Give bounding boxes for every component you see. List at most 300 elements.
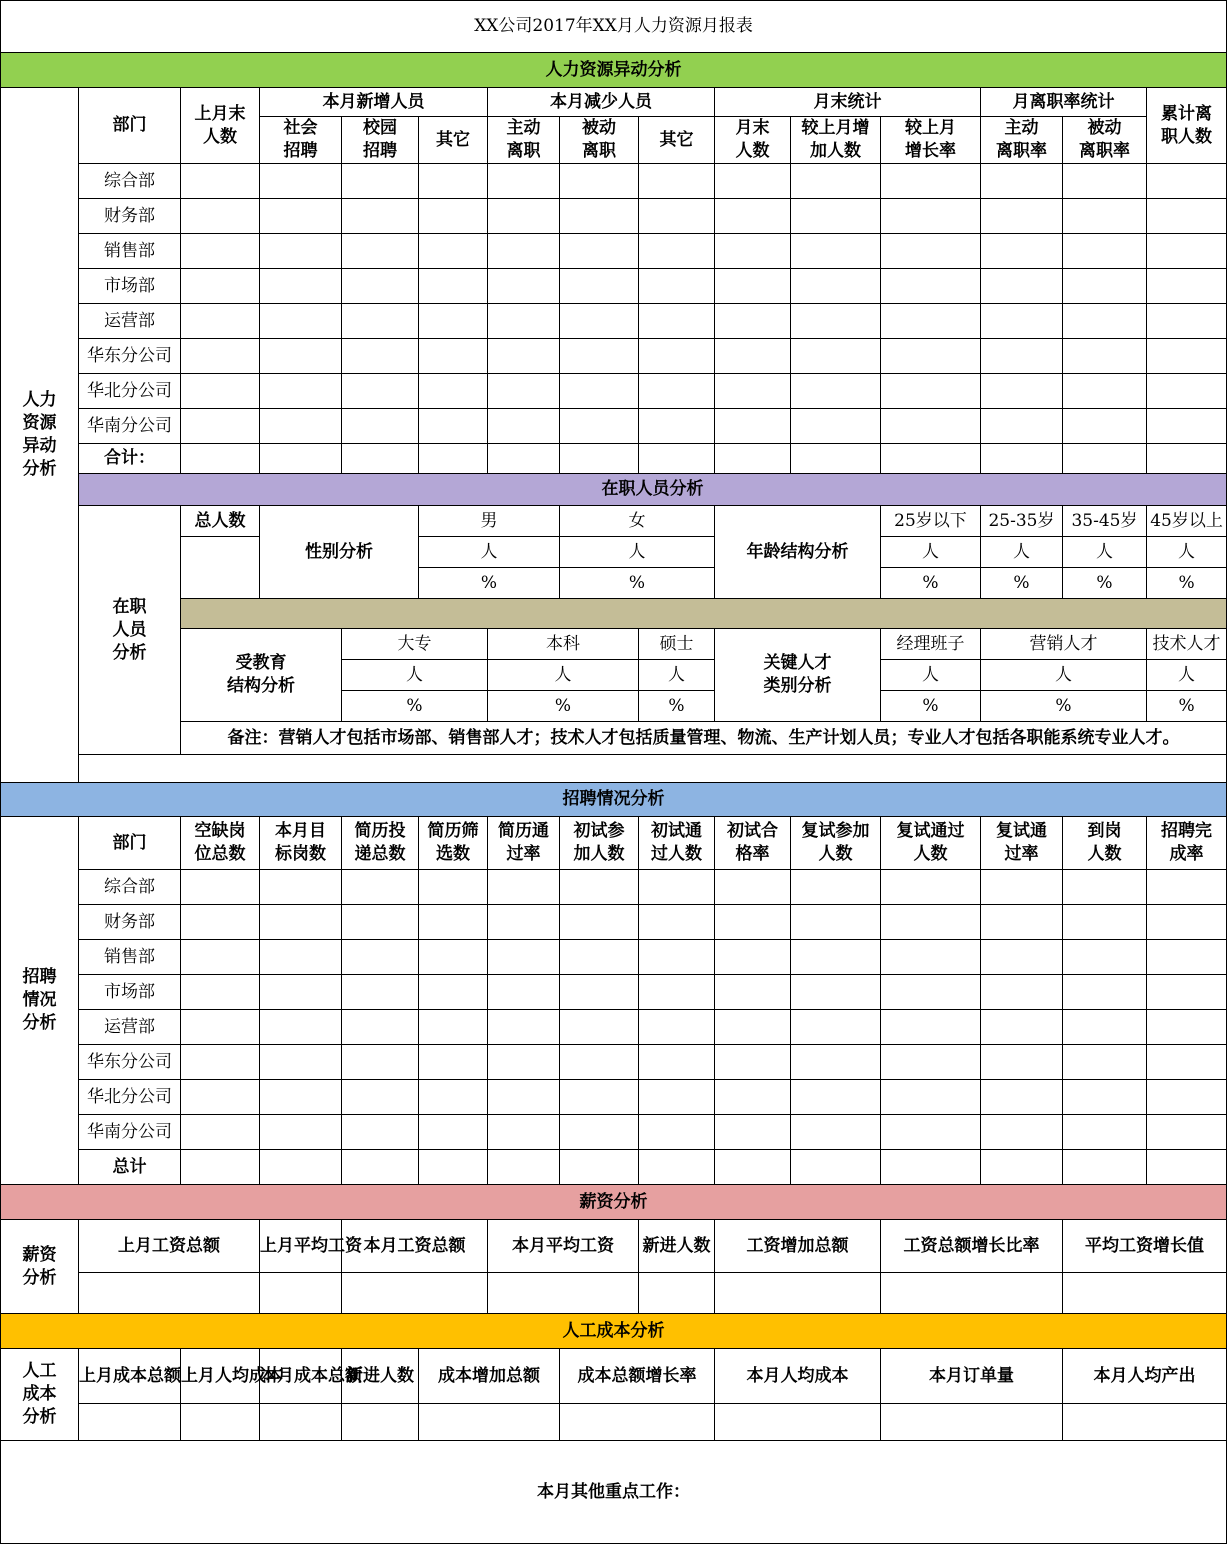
data-entry-cell[interactable] — [488, 269, 560, 304]
data-entry-cell[interactable] — [715, 374, 791, 409]
edu-count[interactable]: 人 — [639, 660, 715, 691]
col-header-new-2 — [419, 117, 488, 164]
data-entry-cell[interactable] — [260, 1080, 342, 1115]
data-entry-cell[interactable] — [715, 1045, 791, 1080]
recruit-col-header — [881, 817, 981, 870]
data-entry-cell[interactable] — [560, 164, 639, 199]
data-entry-cell[interactable] — [639, 374, 715, 409]
data-entry-cell[interactable] — [715, 199, 791, 234]
data-entry-cell[interactable] — [981, 164, 1063, 199]
data-entry-cell[interactable] — [342, 1404, 419, 1441]
data-entry-cell[interactable] — [488, 164, 560, 199]
data-entry-cell[interactable] — [881, 905, 981, 940]
data-entry-cell[interactable] — [419, 199, 488, 234]
data-entry-cell[interactable] — [981, 339, 1063, 374]
data-entry-cell[interactable] — [881, 870, 981, 905]
data-entry-cell[interactable] — [181, 940, 260, 975]
data-entry-cell[interactable] — [1063, 1010, 1147, 1045]
data-entry-cell[interactable] — [342, 975, 419, 1010]
data-entry-cell[interactable] — [181, 975, 260, 1010]
data-entry-cell[interactable] — [881, 304, 981, 339]
data-entry-cell[interactable] — [1147, 975, 1227, 1010]
data-entry-cell[interactable] — [342, 870, 419, 905]
data-entry-cell[interactable] — [560, 870, 639, 905]
data-entry-cell[interactable] — [181, 1404, 260, 1441]
data-entry-cell[interactable] — [715, 164, 791, 199]
data-entry-cell[interactable] — [560, 269, 639, 304]
data-entry-cell[interactable] — [1063, 1045, 1147, 1080]
data-entry-cell[interactable] — [181, 374, 260, 409]
data-entry-cell[interactable] — [639, 975, 715, 1010]
edu-level-label: 硕士 — [639, 629, 715, 660]
data-entry-cell[interactable] — [881, 1080, 981, 1115]
data-entry-cell[interactable] — [560, 1404, 715, 1441]
data-entry-cell[interactable] — [1063, 1273, 1227, 1314]
data-entry-cell[interactable] — [342, 1150, 419, 1185]
data-entry-cell[interactable] — [1063, 905, 1147, 940]
data-entry-cell[interactable] — [791, 870, 881, 905]
data-entry-cell[interactable] — [181, 199, 260, 234]
data-entry-cell[interactable] — [181, 444, 260, 474]
edu-percent[interactable]: % — [342, 691, 488, 722]
data-entry-cell[interactable] — [715, 1010, 791, 1045]
data-entry-cell[interactable] — [715, 1115, 791, 1150]
data-entry-cell[interactable] — [560, 409, 639, 444]
data-entry-cell[interactable] — [419, 905, 488, 940]
data-entry-cell[interactable] — [1147, 870, 1227, 905]
data-entry-cell[interactable] — [419, 409, 488, 444]
data-entry-cell[interactable] — [488, 975, 560, 1010]
data-entry-cell[interactable] — [342, 1273, 488, 1314]
data-entry-cell[interactable] — [981, 1010, 1063, 1045]
data-entry-cell[interactable] — [181, 870, 260, 905]
data-entry-cell[interactable] — [342, 339, 419, 374]
data-entry-cell[interactable] — [881, 269, 981, 304]
data-entry-cell[interactable] — [560, 1010, 639, 1045]
data-entry-cell[interactable] — [1063, 1080, 1147, 1115]
data-entry-cell[interactable] — [791, 409, 881, 444]
data-entry-cell[interactable] — [419, 269, 488, 304]
data-entry-cell[interactable] — [981, 374, 1063, 409]
col-header-cumulative — [1147, 88, 1227, 164]
data-entry-cell[interactable] — [881, 409, 981, 444]
data-entry-cell[interactable] — [560, 940, 639, 975]
data-entry-cell[interactable] — [981, 409, 1063, 444]
data-entry-cell[interactable] — [791, 269, 881, 304]
age-percent[interactable]: % — [1147, 568, 1227, 599]
data-entry-cell[interactable] — [260, 905, 342, 940]
age-count[interactable]: 人 — [1063, 537, 1147, 568]
side-label-salary — [1, 1220, 79, 1314]
data-entry-cell[interactable] — [342, 905, 419, 940]
data-entry-cell[interactable] — [419, 1150, 488, 1185]
data-entry-cell[interactable] — [342, 1010, 419, 1045]
data-entry-cell[interactable] — [639, 1150, 715, 1185]
data-entry-cell[interactable] — [639, 234, 715, 269]
data-entry-cell[interactable] — [881, 234, 981, 269]
data-entry-cell[interactable] — [881, 1273, 1063, 1314]
data-entry-cell[interactable] — [560, 975, 639, 1010]
data-entry-cell[interactable] — [181, 409, 260, 444]
data-entry-cell[interactable] — [181, 339, 260, 374]
data-entry-cell[interactable] — [639, 940, 715, 975]
data-entry-cell[interactable] — [260, 199, 342, 234]
data-entry-cell[interactable] — [791, 164, 881, 199]
data-entry-cell[interactable] — [791, 1115, 881, 1150]
data-entry-cell[interactable] — [791, 940, 881, 975]
data-entry-cell[interactable] — [639, 905, 715, 940]
talent-count[interactable]: 人 — [981, 660, 1147, 691]
data-entry-cell[interactable] — [260, 870, 342, 905]
data-entry-cell[interactable] — [1147, 164, 1227, 199]
data-entry-cell[interactable] — [419, 304, 488, 339]
edu-count[interactable]: 人 — [488, 660, 639, 691]
data-entry-cell[interactable] — [560, 1150, 639, 1185]
data-entry-cell[interactable] — [488, 339, 560, 374]
data-entry-cell[interactable] — [639, 339, 715, 374]
data-entry-cell[interactable] — [560, 199, 639, 234]
data-entry-cell[interactable] — [1147, 374, 1227, 409]
data-entry-cell[interactable] — [1147, 269, 1227, 304]
data-entry-cell[interactable] — [488, 1080, 560, 1115]
data-entry-cell[interactable] — [881, 1115, 981, 1150]
data-entry-cell[interactable] — [419, 975, 488, 1010]
data-entry-cell[interactable] — [639, 870, 715, 905]
data-entry-cell[interactable] — [791, 1080, 881, 1115]
data-entry-cell[interactable] — [1147, 1045, 1227, 1080]
data-entry-cell[interactable] — [419, 374, 488, 409]
data-entry-cell[interactable] — [981, 1080, 1063, 1115]
data-entry-cell[interactable] — [560, 1080, 639, 1115]
education-analysis-label-line-1: 受教育 — [235, 653, 287, 673]
age-count[interactable]: 人 — [981, 537, 1063, 568]
data-entry-cell[interactable] — [260, 940, 342, 975]
age-percent[interactable]: % — [881, 568, 981, 599]
data-entry-cell[interactable] — [1147, 1010, 1227, 1045]
data-entry-cell[interactable] — [715, 304, 791, 339]
data-entry-cell[interactable] — [181, 1115, 260, 1150]
data-entry-cell[interactable] — [791, 975, 881, 1010]
col-header-last-month-line-1: 上月末 — [194, 103, 246, 124]
data-entry-cell[interactable] — [488, 1150, 560, 1185]
data-entry-cell[interactable] — [488, 374, 560, 409]
data-entry-cell[interactable] — [260, 1115, 342, 1150]
data-entry-cell[interactable] — [260, 1010, 342, 1045]
data-entry-cell[interactable] — [560, 1115, 639, 1150]
data-entry-cell[interactable] — [260, 374, 342, 409]
data-entry-cell[interactable] — [981, 1045, 1063, 1080]
data-entry-cell[interactable] — [260, 1150, 342, 1185]
data-entry-cell[interactable] — [181, 1010, 260, 1045]
total-people-value[interactable] — [181, 537, 260, 599]
data-entry-cell[interactable] — [1063, 339, 1147, 374]
data-entry-cell[interactable] — [1063, 444, 1147, 474]
data-entry-cell[interactable] — [981, 870, 1063, 905]
data-entry-cell[interactable] — [260, 164, 342, 199]
data-entry-cell[interactable] — [639, 444, 715, 474]
data-entry-cell[interactable] — [419, 234, 488, 269]
data-entry-cell[interactable] — [1147, 1080, 1227, 1115]
data-entry-cell[interactable] — [791, 339, 881, 374]
data-entry-cell[interactable] — [342, 164, 419, 199]
data-entry-cell[interactable] — [342, 374, 419, 409]
data-entry-cell[interactable] — [1063, 304, 1147, 339]
data-entry-cell[interactable] — [639, 1010, 715, 1045]
edu-percent[interactable]: % — [639, 691, 715, 722]
data-entry-cell[interactable] — [260, 304, 342, 339]
data-entry-cell[interactable] — [1063, 975, 1147, 1010]
data-entry-cell[interactable] — [488, 1115, 560, 1150]
data-entry-cell[interactable] — [791, 374, 881, 409]
data-entry-cell[interactable] — [881, 374, 981, 409]
data-entry-cell[interactable] — [342, 199, 419, 234]
data-entry-cell[interactable] — [715, 234, 791, 269]
data-entry-cell[interactable] — [639, 269, 715, 304]
data-entry-cell[interactable] — [181, 1080, 260, 1115]
data-entry-cell[interactable] — [715, 1080, 791, 1115]
data-entry-cell[interactable] — [981, 269, 1063, 304]
data-entry-cell[interactable] — [342, 234, 419, 269]
data-entry-cell[interactable] — [881, 339, 981, 374]
data-entry-cell[interactable] — [181, 164, 260, 199]
data-entry-cell[interactable] — [1147, 1150, 1227, 1185]
data-entry-cell[interactable] — [981, 304, 1063, 339]
data-entry-cell[interactable] — [1147, 199, 1227, 234]
data-entry-cell[interactable] — [639, 409, 715, 444]
data-entry-cell[interactable] — [981, 975, 1063, 1010]
data-entry-cell[interactable] — [1063, 870, 1147, 905]
data-entry-cell[interactable] — [260, 1273, 342, 1314]
data-entry-cell[interactable] — [342, 1115, 419, 1150]
data-entry-cell[interactable] — [260, 1404, 342, 1441]
data-entry-cell[interactable] — [1147, 1115, 1227, 1150]
data-entry-cell[interactable] — [715, 444, 791, 474]
data-entry-cell[interactable] — [1063, 1150, 1147, 1185]
education-analysis-label — [181, 629, 342, 722]
data-entry-cell[interactable] — [260, 269, 342, 304]
edu-percent[interactable]: % — [488, 691, 639, 722]
data-entry-cell[interactable] — [419, 1045, 488, 1080]
data-entry-cell[interactable] — [639, 1273, 715, 1314]
data-entry-cell[interactable] — [981, 1150, 1063, 1185]
data-entry-cell[interactable] — [488, 234, 560, 269]
data-entry-cell[interactable] — [1147, 234, 1227, 269]
data-entry-cell[interactable] — [791, 905, 881, 940]
data-entry-cell[interactable] — [1063, 940, 1147, 975]
data-entry-cell[interactable] — [1063, 374, 1147, 409]
data-entry-cell[interactable] — [715, 409, 791, 444]
data-entry-cell[interactable] — [1063, 164, 1147, 199]
data-entry-cell[interactable] — [715, 269, 791, 304]
data-entry-cell[interactable] — [181, 304, 260, 339]
data-entry-cell[interactable] — [981, 199, 1063, 234]
data-entry-cell[interactable] — [1147, 905, 1227, 940]
data-entry-cell[interactable] — [715, 1150, 791, 1185]
data-entry-cell[interactable] — [488, 304, 560, 339]
data-entry-cell[interactable] — [981, 234, 1063, 269]
data-entry-cell[interactable] — [881, 940, 981, 975]
female-count[interactable]: 人 — [560, 537, 715, 568]
data-entry-cell[interactable] — [881, 164, 981, 199]
other-work-field[interactable]: 本月其他重点工作： — [1, 1441, 1227, 1544]
talent-percent[interactable]: % — [881, 691, 981, 722]
data-entry-cell[interactable] — [419, 940, 488, 975]
data-entry-cell[interactable] — [181, 1150, 260, 1185]
data-entry-cell[interactable] — [791, 1045, 881, 1080]
data-entry-cell[interactable] — [560, 905, 639, 940]
data-entry-cell[interactable] — [1147, 304, 1227, 339]
data-entry-cell[interactable] — [715, 339, 791, 374]
dept-row-label: 运营部 — [79, 1010, 181, 1045]
data-entry-cell[interactable] — [488, 1273, 639, 1314]
data-entry-cell[interactable] — [181, 234, 260, 269]
data-entry-cell[interactable] — [1147, 444, 1227, 474]
data-entry-cell[interactable] — [639, 199, 715, 234]
data-entry-cell[interactable] — [1063, 1404, 1227, 1441]
data-entry-cell[interactable] — [881, 1404, 1063, 1441]
data-entry-cell[interactable] — [488, 940, 560, 975]
data-entry-cell[interactable] — [419, 1115, 488, 1150]
data-entry-cell[interactable] — [791, 304, 881, 339]
talent-count[interactable]: 人 — [881, 660, 981, 691]
data-entry-cell[interactable] — [560, 444, 639, 474]
data-entry-cell[interactable] — [715, 870, 791, 905]
data-entry-cell[interactable] — [488, 444, 560, 474]
data-entry-cell[interactable] — [79, 1404, 181, 1441]
age-bracket-label: 25-35岁 — [981, 506, 1063, 537]
side-label-recruit-text: 招聘情况分析 — [22, 967, 57, 1033]
data-entry-cell[interactable] — [981, 444, 1063, 474]
data-entry-cell[interactable] — [1063, 199, 1147, 234]
data-entry-cell[interactable] — [260, 1045, 342, 1080]
data-entry-cell[interactable] — [1147, 339, 1227, 374]
dept-row-label: 运营部 — [79, 304, 181, 339]
data-entry-cell[interactable] — [560, 1045, 639, 1080]
data-entry-cell[interactable] — [981, 905, 1063, 940]
age-percent[interactable]: % — [1063, 568, 1147, 599]
data-entry-cell[interactable] — [181, 905, 260, 940]
data-entry-cell[interactable] — [791, 1150, 881, 1185]
age-count[interactable]: 人 — [881, 537, 981, 568]
data-entry-cell[interactable] — [342, 444, 419, 474]
data-entry-cell[interactable] — [881, 1010, 981, 1045]
data-entry-cell[interactable] — [639, 164, 715, 199]
data-entry-cell[interactable] — [260, 234, 342, 269]
data-entry-cell[interactable] — [260, 444, 342, 474]
data-entry-cell[interactable] — [715, 1404, 881, 1441]
data-entry-cell[interactable] — [639, 1080, 715, 1115]
col-header-less-0-line-1: 主动 — [506, 118, 541, 138]
data-entry-cell[interactable] — [881, 975, 981, 1010]
data-entry-cell[interactable] — [1147, 409, 1227, 444]
dept-row-label: 综合部 — [79, 870, 181, 905]
data-entry-cell[interactable] — [342, 304, 419, 339]
data-entry-cell[interactable] — [419, 870, 488, 905]
data-entry-cell[interactable] — [881, 199, 981, 234]
data-entry-cell[interactable] — [488, 1010, 560, 1045]
col-header-less-0-line-2: 离职 — [506, 141, 541, 161]
data-entry-cell[interactable] — [791, 234, 881, 269]
data-entry-cell[interactable] — [419, 164, 488, 199]
data-entry-cell[interactable] — [715, 975, 791, 1010]
data-entry-cell[interactable] — [419, 339, 488, 374]
data-entry-cell[interactable] — [342, 940, 419, 975]
talent-type-label: 经理班子 — [881, 629, 981, 660]
data-entry-cell[interactable] — [1063, 234, 1147, 269]
cost-col-header: 本月人均产出 — [1063, 1349, 1227, 1404]
data-entry-cell[interactable] — [560, 374, 639, 409]
data-entry-cell[interactable] — [1147, 940, 1227, 975]
data-entry-cell[interactable] — [715, 940, 791, 975]
data-entry-cell[interactable] — [560, 234, 639, 269]
data-entry-cell[interactable] — [791, 444, 881, 474]
data-entry-cell[interactable] — [981, 1115, 1063, 1150]
data-entry-cell[interactable] — [1063, 409, 1147, 444]
data-entry-cell[interactable] — [488, 199, 560, 234]
female-percent[interactable]: % — [560, 568, 715, 599]
data-entry-cell[interactable] — [342, 1045, 419, 1080]
data-entry-cell[interactable] — [260, 339, 342, 374]
male-percent[interactable]: % — [419, 568, 560, 599]
data-entry-cell[interactable] — [715, 1273, 881, 1314]
data-entry-cell[interactable] — [488, 1045, 560, 1080]
data-entry-cell[interactable] — [260, 975, 342, 1010]
data-entry-cell[interactable] — [488, 409, 560, 444]
data-entry-cell[interactable] — [79, 1273, 260, 1314]
male-count[interactable]: 人 — [419, 537, 560, 568]
data-entry-cell[interactable] — [419, 1080, 488, 1115]
education-analysis-label-line-2: 结构分析 — [227, 676, 295, 696]
data-entry-cell[interactable] — [639, 304, 715, 339]
data-entry-cell[interactable] — [342, 269, 419, 304]
data-entry-cell[interactable] — [791, 1010, 881, 1045]
data-entry-cell[interactable] — [488, 870, 560, 905]
data-entry-cell[interactable] — [560, 339, 639, 374]
data-entry-cell[interactable] — [260, 409, 342, 444]
age-count[interactable]: 人 — [1147, 537, 1227, 568]
section-header-turnover: 人力资源异动分析 — [1, 53, 1227, 88]
side-label-salary-text: 薪资分析 — [22, 1244, 57, 1288]
data-entry-cell[interactable] — [639, 1045, 715, 1080]
data-entry-cell[interactable] — [419, 444, 488, 474]
talent-percent[interactable]: % — [981, 691, 1147, 722]
data-entry-cell[interactable] — [181, 1045, 260, 1080]
data-entry-cell[interactable] — [639, 1115, 715, 1150]
data-entry-cell[interactable] — [342, 409, 419, 444]
data-entry-cell[interactable] — [488, 905, 560, 940]
data-entry-cell[interactable] — [419, 1010, 488, 1045]
recruit-col-header-line-2: 位总数 — [194, 844, 246, 864]
talent-percent[interactable]: % — [1147, 691, 1227, 722]
data-entry-cell[interactable] — [981, 940, 1063, 975]
data-entry-cell[interactable] — [181, 269, 260, 304]
col-header-end-1 — [791, 117, 881, 164]
talent-count[interactable]: 人 — [1147, 660, 1227, 691]
data-entry-cell[interactable] — [419, 1404, 560, 1441]
salary-col-header: 新进人数 — [639, 1220, 715, 1273]
data-entry-cell[interactable] — [560, 304, 639, 339]
data-entry-cell[interactable] — [881, 1150, 981, 1185]
data-entry-cell[interactable] — [1063, 1115, 1147, 1150]
data-entry-cell[interactable] — [342, 1080, 419, 1115]
data-entry-cell[interactable] — [881, 444, 981, 474]
data-entry-cell[interactable] — [1063, 269, 1147, 304]
age-percent[interactable]: % — [981, 568, 1063, 599]
edu-count[interactable]: 人 — [342, 660, 488, 691]
data-entry-cell[interactable] — [791, 199, 881, 234]
data-entry-cell[interactable] — [881, 1045, 981, 1080]
data-entry-cell[interactable] — [715, 905, 791, 940]
